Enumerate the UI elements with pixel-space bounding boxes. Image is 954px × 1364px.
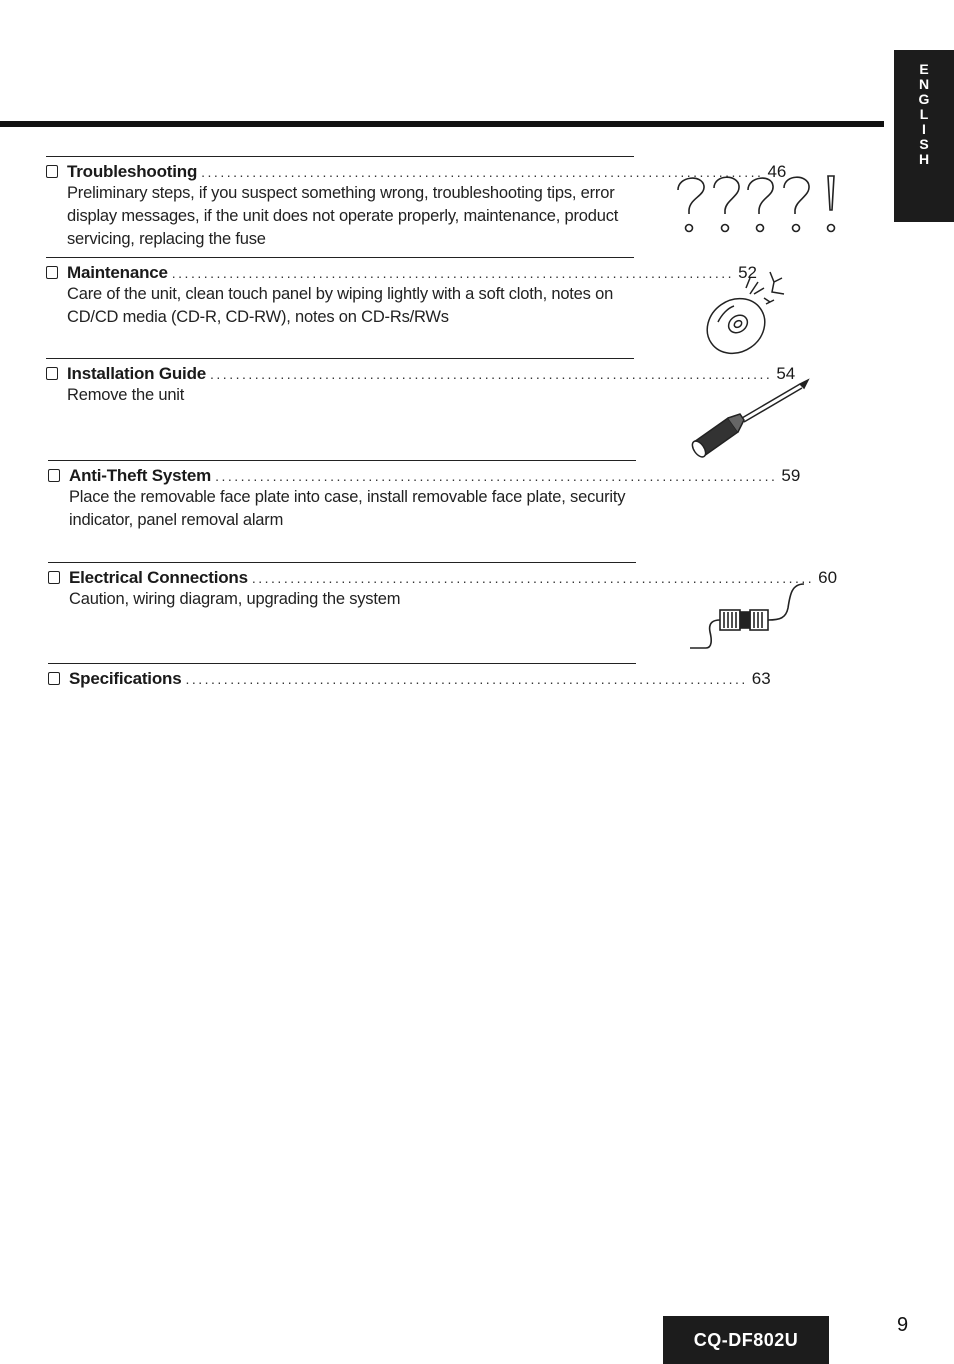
toc-entry-electrical-connections[interactable]	[48, 562, 838, 611]
top-rule	[0, 121, 884, 127]
question-marks-icon	[672, 170, 846, 236]
leader-dots: ........................................................................................	[171, 265, 735, 281]
checkbox-icon	[48, 672, 60, 685]
entry-page: 59	[781, 466, 801, 485]
screwdriver-icon	[688, 376, 814, 462]
checkbox-icon	[46, 165, 58, 178]
section-divider	[48, 663, 636, 664]
language-tab-letter: G	[918, 91, 930, 107]
language-tab-letter: N	[918, 76, 930, 92]
leader-dots: ........................................................................................	[215, 468, 778, 484]
entry-description: Remove the unit	[67, 386, 185, 404]
language-tab	[894, 50, 954, 222]
cable-connector-icon	[688, 580, 812, 656]
section-divider	[46, 358, 634, 359]
leader-dots: ........................................................................................	[185, 671, 748, 687]
language-tab-letter: L	[919, 106, 929, 122]
checkbox-icon	[46, 367, 58, 380]
entry-page: 60	[818, 568, 838, 587]
page-number: 9	[897, 1314, 909, 1336]
entry-description: Place the removable face plate into case, install removable face plate, security indicator, panel removal alarm	[69, 488, 626, 529]
entry-title: Installation Guide	[67, 364, 207, 383]
checkbox-icon	[46, 266, 58, 279]
leader-dots: ........................................................................................	[210, 366, 773, 382]
toc-entry-anti-theft-system[interactable]	[48, 460, 801, 532]
entry-title: Troubleshooting	[67, 162, 198, 181]
section-divider	[46, 257, 634, 258]
entry-description: Preliminary steps, if you suspect something wrong, troubleshooting tips, error display messages, if the unit does not operate properly, maintenance, product servicing, replacing the fuse	[67, 184, 619, 248]
toc-entry-installation-guide[interactable]	[46, 358, 796, 407]
entry-page: 46	[767, 162, 787, 181]
leader-dots: ........................................................................................	[201, 164, 764, 180]
entry-page: 63	[751, 669, 771, 688]
toc-entry-specifications[interactable]	[48, 663, 771, 689]
section-divider	[48, 460, 636, 461]
entry-title: Specifications	[69, 669, 182, 688]
entry-title: Electrical Connections	[69, 568, 248, 587]
entry-page: 54	[776, 364, 796, 383]
entry-description: Caution, wiring diagram, upgrading the system	[69, 590, 401, 608]
section-divider	[46, 156, 634, 157]
section-divider	[48, 562, 636, 563]
language-tab-letter: H	[918, 151, 930, 167]
language-tab-letter: S	[919, 136, 929, 152]
model-number: CQ-DF802U	[663, 1316, 829, 1364]
entry-description: Care of the unit, clean touch panel by wiping lightly with a soft cloth, notes on CD/CD media (CD-R, CD-RW), notes on CD-Rs/RWs	[67, 285, 614, 326]
toc-entry-troubleshooting[interactable]	[46, 156, 787, 251]
checkbox-icon	[48, 469, 60, 482]
language-tab-letter: E	[919, 61, 929, 77]
entry-page: 52	[738, 263, 757, 282]
toc-entry-maintenance[interactable]	[46, 257, 757, 329]
checkbox-icon	[48, 571, 60, 584]
cd-disc-icon	[700, 264, 796, 360]
leader-dots: ........................................................................................	[251, 570, 815, 586]
language-tab-letter: I	[922, 121, 926, 137]
entry-title: Anti-Theft System	[69, 466, 212, 485]
entry-title: Maintenance	[67, 263, 168, 282]
